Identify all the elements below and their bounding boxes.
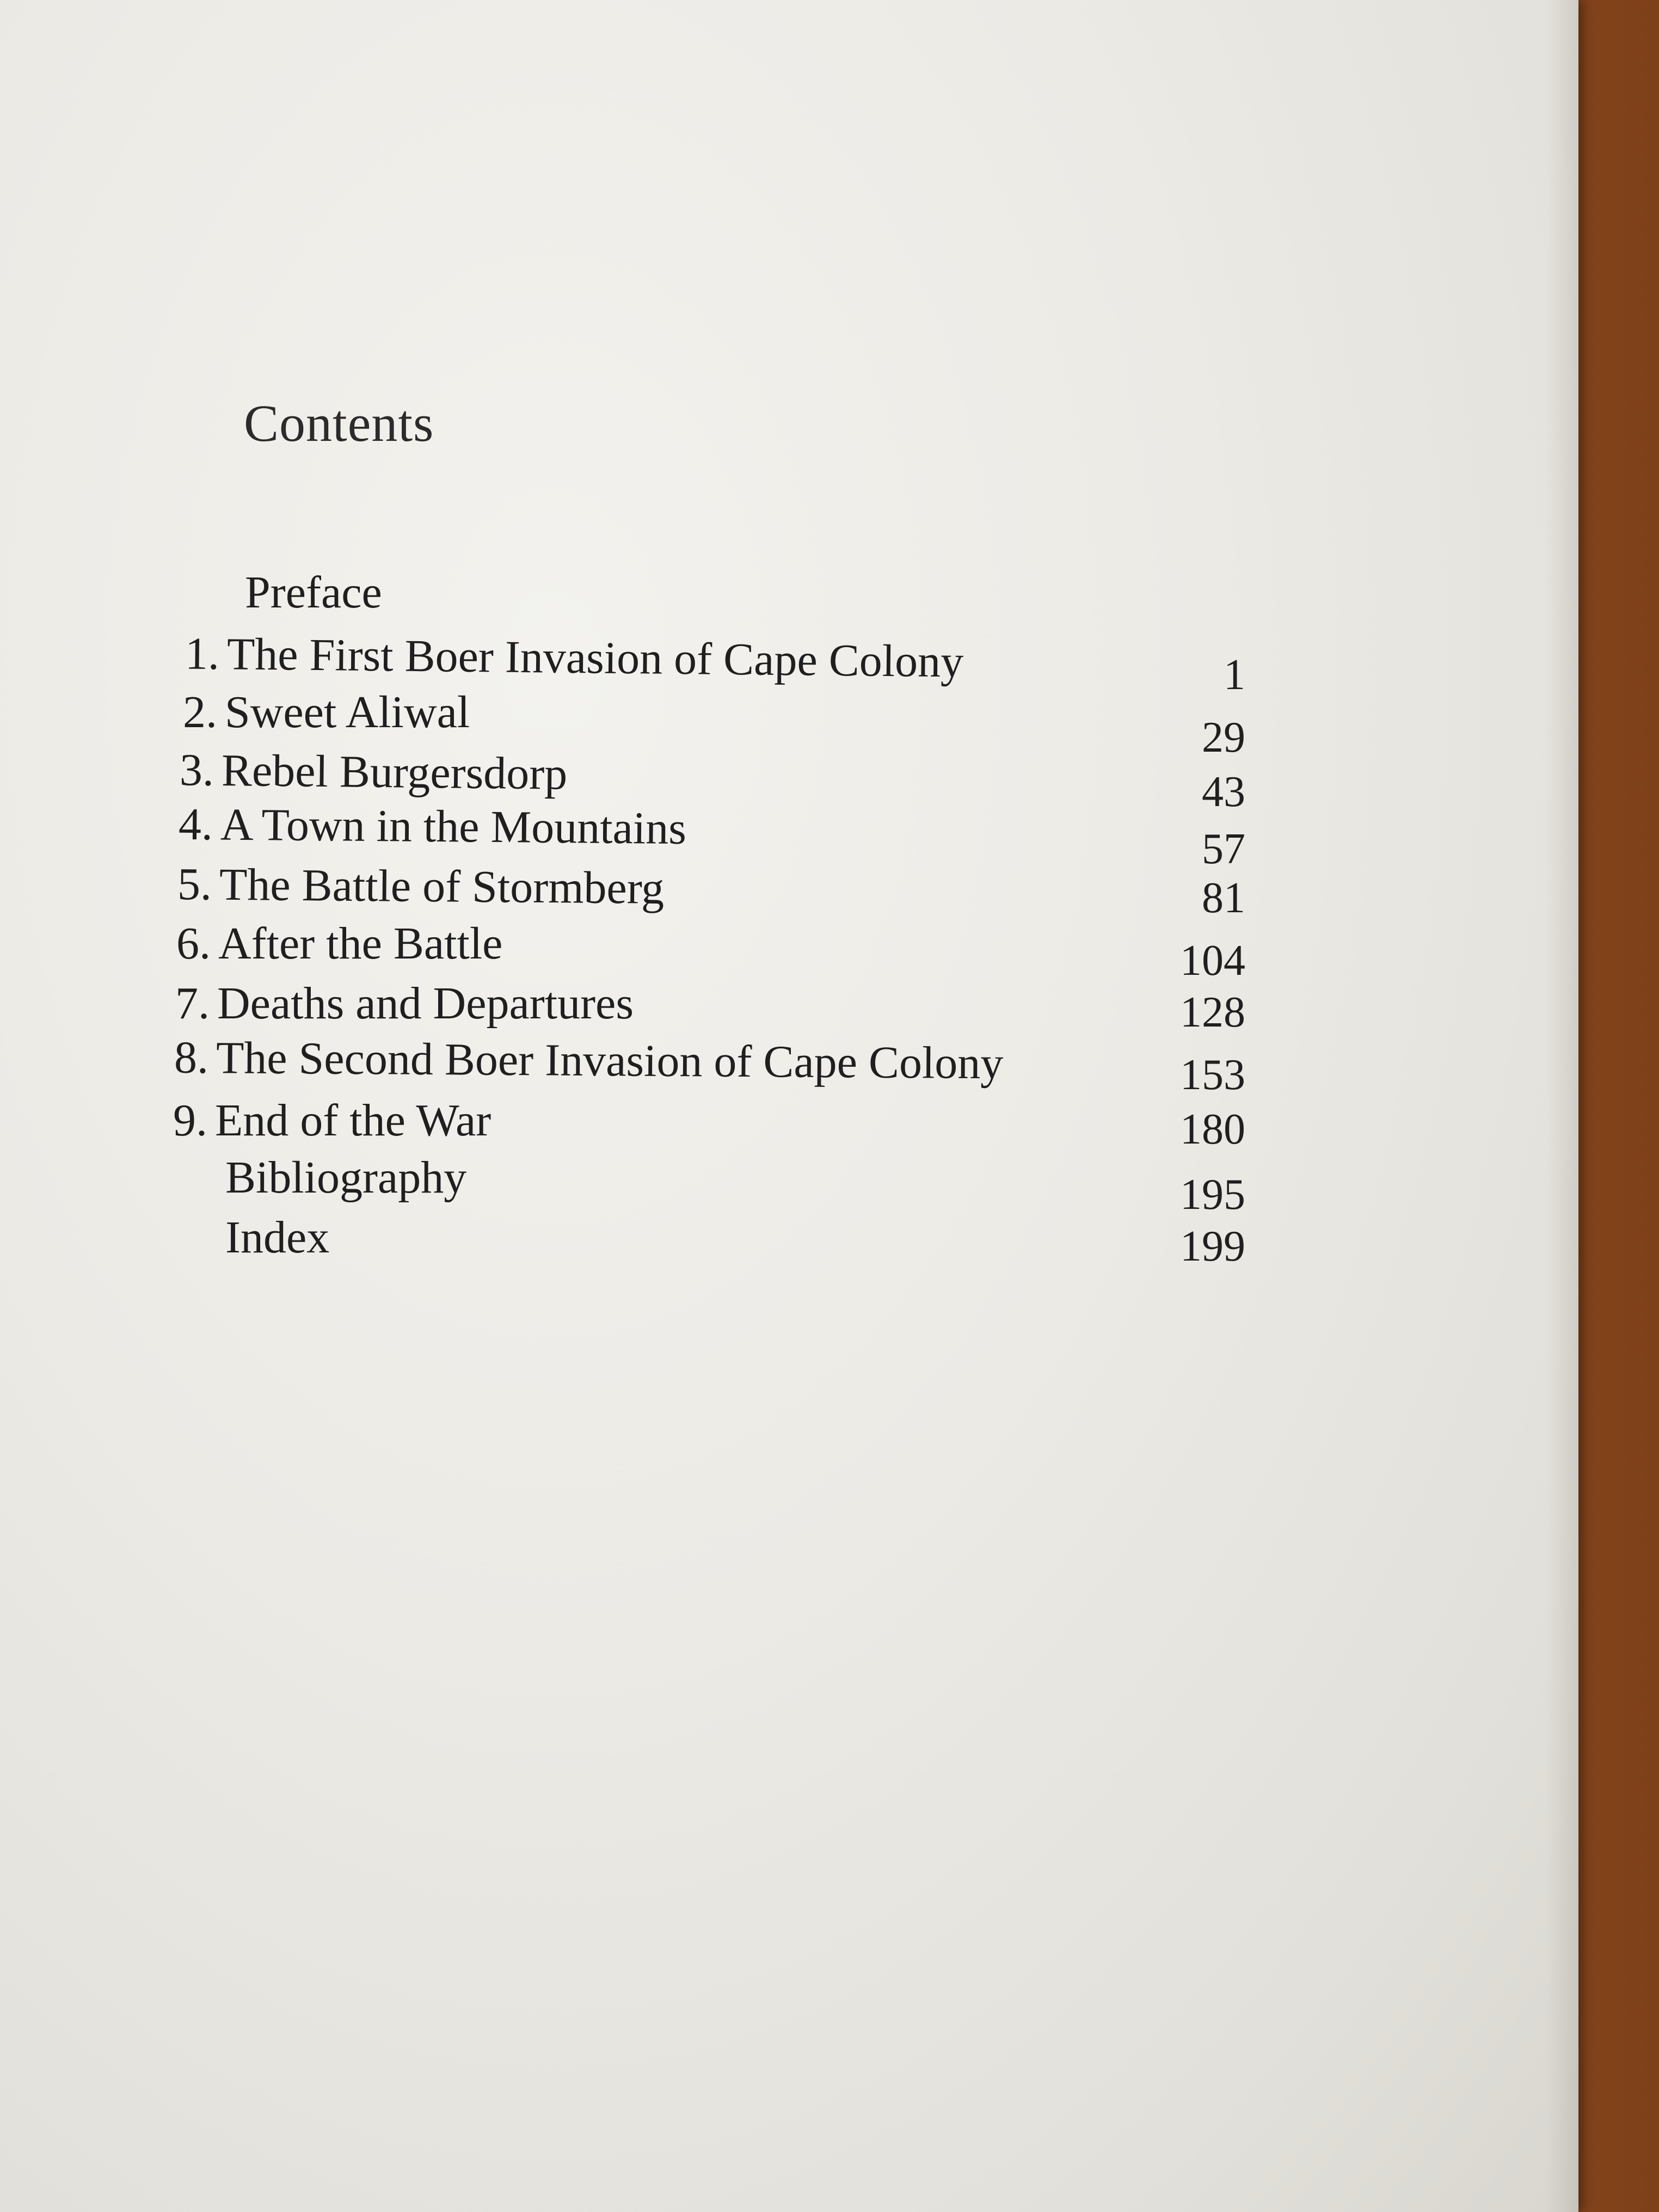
toc-entry-title: End of the War — [215, 1095, 491, 1146]
toc-entry-chapter-7 — [175, 977, 634, 1030]
toc-page-number: 199 — [1180, 1222, 1245, 1270]
toc-entry-title: Bibliography — [225, 1152, 467, 1203]
toc-page-number: 104 — [1180, 937, 1245, 985]
toc-page-number: 29 — [1202, 714, 1245, 761]
toc-entry-title: Index — [225, 1212, 330, 1263]
toc-page-number: 57 — [1202, 825, 1245, 873]
toc-page-number: 81 — [1202, 874, 1245, 922]
page-title: Contents — [244, 394, 434, 452]
toc-entry-title: The Second Boer Invasion of Cape Colony — [216, 1033, 1004, 1089]
toc-entry-chapter-6 — [176, 917, 502, 970]
toc-entry-chapter-3 — [180, 744, 568, 800]
toc-entry-title: A Town in the Mountains — [220, 799, 687, 855]
toc-entry-number: 1. — [185, 628, 220, 680]
toc-entry-title: After the Battle — [218, 918, 503, 969]
toc-page-number: 128 — [1180, 988, 1245, 1036]
toc-entry-title: The Battle of Stormberg — [219, 859, 665, 914]
toc-page-number: 43 — [1202, 768, 1245, 816]
toc-entry-number: 2. — [183, 687, 217, 738]
toc-page-number: 153 — [1180, 1051, 1245, 1099]
toc-entry-chapter-4 — [179, 798, 687, 855]
toc-entry-preface — [237, 566, 382, 619]
toc-entry-number: 4. — [178, 798, 213, 850]
toc-entry-chapter-8 — [174, 1031, 1004, 1090]
toc-entry-title: Deaths and Departures — [217, 978, 634, 1029]
toc-entry-number: 5. — [177, 859, 212, 910]
toc-entry-number: 3. — [179, 745, 214, 796]
toc-entry-chapter-1 — [185, 628, 964, 689]
toc-entry-number: 7. — [175, 978, 210, 1029]
toc-entry-title: Rebel Burgersdorp — [221, 745, 568, 800]
toc-page-number: 195 — [1180, 1171, 1245, 1219]
toc-entry-number: 8. — [174, 1032, 209, 1084]
toc-page-number: 180 — [1180, 1105, 1245, 1153]
toc-entry-chapter-5 — [177, 858, 665, 915]
toc-entry-number: 6. — [176, 918, 211, 969]
toc-entry-chapter-2 — [183, 686, 470, 739]
toc-page-number: 1 — [1224, 651, 1245, 699]
toc-entry-title: Sweet Aliwal — [225, 687, 470, 738]
toc-entry-number: 9. — [173, 1095, 207, 1146]
toc-entry-chapter-9 — [173, 1094, 491, 1147]
toc-entry-index — [218, 1211, 329, 1264]
toc-entry-title: The First Boer Invasion of Cape Colony — [226, 629, 964, 687]
toc-entry-bibliography — [218, 1151, 466, 1204]
toc-entry-title: Preface — [245, 567, 382, 618]
